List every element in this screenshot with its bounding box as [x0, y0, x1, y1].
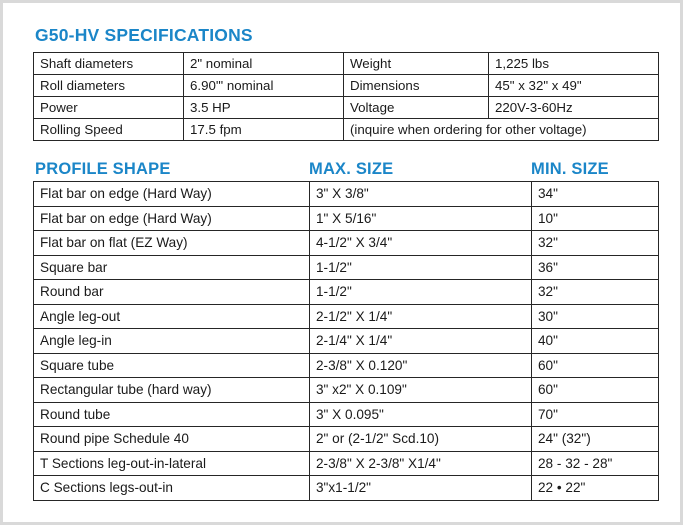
- profile-min-size: 34": [532, 182, 659, 207]
- header-profile-shape: PROFILE SHAPE: [35, 160, 171, 178]
- table-row: [34, 231, 659, 256]
- table-row: [34, 476, 659, 501]
- table-row: [34, 353, 659, 378]
- table-row: [34, 97, 659, 119]
- table-row: [34, 402, 659, 427]
- table-row: [34, 451, 659, 476]
- profile-min-size: 32": [532, 280, 659, 305]
- table-row: [34, 255, 659, 280]
- profile-min-size: 32": [532, 231, 659, 256]
- profile-max-size: 2" or (2-1/2" Scd.10): [310, 427, 532, 452]
- profile-min-size: 24" (32"): [532, 427, 659, 452]
- spec-label: Roll diameters: [34, 75, 184, 97]
- page-title: G50-HV SPECIFICATIONS: [35, 25, 253, 45]
- table-row: [34, 119, 659, 141]
- profile-shape: Round pipe Schedule 40: [34, 427, 310, 452]
- table-row: [34, 206, 659, 231]
- profile-max-size: 1-1/2": [310, 280, 532, 305]
- table-row: [34, 75, 659, 97]
- profile-shape: Flat bar on flat (EZ Way): [34, 231, 310, 256]
- profile-min-size: 36": [532, 255, 659, 280]
- profile-max-size: 3" X 3/8": [310, 182, 532, 207]
- table-row: [34, 427, 659, 452]
- profile-min-size: 30": [532, 304, 659, 329]
- profile-max-size: 4-1/2" X 3/4": [310, 231, 532, 256]
- spec-label: Weight: [344, 53, 489, 75]
- spec-label: Dimensions: [344, 75, 489, 97]
- profile-min-size: 10": [532, 206, 659, 231]
- spec-value: 45" x 32" x 49": [489, 75, 659, 97]
- profile-min-size: 70": [532, 402, 659, 427]
- spec-label: Rolling Speed: [34, 119, 184, 141]
- profile-shape: Round bar: [34, 280, 310, 305]
- profile-shape: T Sections leg-out-in-lateral: [34, 451, 310, 476]
- profile-shape: Angle leg-out: [34, 304, 310, 329]
- profile-max-size: 1-1/2": [310, 255, 532, 280]
- spec-label: Power: [34, 97, 184, 119]
- content-area: [33, 25, 658, 501]
- spec-label: Voltage: [344, 97, 489, 119]
- spec-value: 1,225 lbs: [489, 53, 659, 75]
- profile-shape: Angle leg-in: [34, 329, 310, 354]
- table-row: [34, 182, 659, 207]
- profile-min-size: 22 • 22": [532, 476, 659, 501]
- header-max-size: MAX. SIZE: [309, 160, 394, 178]
- profile-max-size: 2-3/8" X 2-3/8" X1/4": [310, 451, 532, 476]
- specifications-table: [33, 52, 659, 141]
- spec-value: 6.90'" nominal: [184, 75, 344, 97]
- profile-shape: Flat bar on edge (Hard Way): [34, 182, 310, 207]
- profile-min-size: 60": [532, 353, 659, 378]
- profile-shape: Rectangular tube (hard way): [34, 378, 310, 403]
- spec-label: Shaft diameters: [34, 53, 184, 75]
- profile-max-size: 3" x2" X 0.109": [310, 378, 532, 403]
- profile-min-size: 60": [532, 378, 659, 403]
- spec-value: 17.5 fpm: [184, 119, 344, 141]
- profile-max-size: 2-1/2" X 1/4": [310, 304, 532, 329]
- profile-max-size: 3"x1-1/2": [310, 476, 532, 501]
- profile-shape: Round tube: [34, 402, 310, 427]
- spec-value: 220V-3-60Hz: [489, 97, 659, 119]
- profile-shape: Square tube: [34, 353, 310, 378]
- profile-max-size: 2-3/8" X 0.120": [310, 353, 532, 378]
- table-row: [34, 304, 659, 329]
- profile-shape: Flat bar on edge (Hard Way): [34, 206, 310, 231]
- profile-shape-table: [33, 181, 659, 501]
- spec-value: 3.5 HP: [184, 97, 344, 119]
- spec-value: 2" nominal: [184, 53, 344, 75]
- spec-note: (inquire when ordering for other voltage): [344, 119, 659, 141]
- profile-min-size: 40": [532, 329, 659, 354]
- table-row: [34, 280, 659, 305]
- header-min-size: MIN. SIZE: [531, 160, 609, 178]
- table-row: [34, 329, 659, 354]
- profile-max-size: 2-1/4" X 1/4": [310, 329, 532, 354]
- profile-max-size: 3" X 0.095": [310, 402, 532, 427]
- table-row: [34, 53, 659, 75]
- profile-table-headers: [33, 160, 658, 179]
- table-row: [34, 378, 659, 403]
- profile-max-size: 1" X 5/16": [310, 206, 532, 231]
- profile-shape: C Sections legs-out-in: [34, 476, 310, 501]
- profile-shape: Square bar: [34, 255, 310, 280]
- profile-min-size: 28 - 32 - 28": [532, 451, 659, 476]
